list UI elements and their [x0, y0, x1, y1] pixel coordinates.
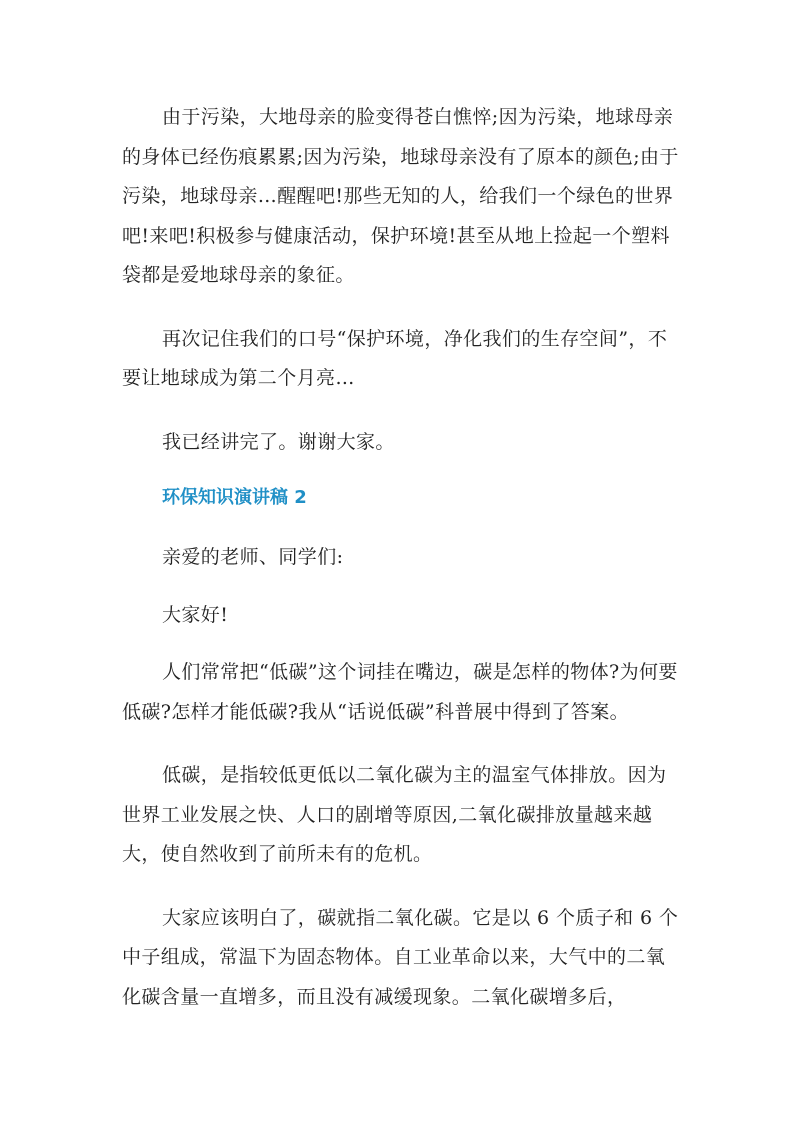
paragraph-pollution: 由于污染，大地母亲的脸变得苍白憔悴;因为污染，地球母亲的身体已经伤痕累累;因为污染，地球母亲没有了原本的颜色;由于污染，地球母亲…醒醒吧!那些无知的人，给我们一个绿色的世界吧!来吧!积极参与健康活动，保护环境!甚至从地上捡起一个塑料袋都是爱地球母亲的象征。: [122, 106, 679, 286]
paragraph-low-carbon-intro: 人们常常把“低碳”这个词挂在嘴边，碳是怎样的物体?为何要低碳?怎样才能低碳?我从“话说低碳”科普展中得到了答案。: [122, 661, 678, 723]
section-heading: 环保知识演讲稿 2: [162, 487, 307, 508]
paragraph-closing: 我已经讲完了。谢谢大家。: [162, 430, 395, 453]
paragraph-salutation: 亲爱的老师、同学们:: [162, 546, 344, 568]
paragraph-low-carbon-definition: 低碳，是指较低更低以二氧化碳为主的温室气体排放。因为世界工业发展之快、人口的剧增等原因,二氧化碳排放量越来越大，使自然收到了前所未有的危机。: [122, 764, 667, 865]
paragraph-carbon-dioxide: 大家应该明白了，碳就指二氧化碳。它是以 6 个质子和 6 个中子组成，常温下为固态物体。自工业革命以来，大气中的二氧化碳含量一直增多，而且没有减缓现象。二氧化碳增多后，: [122, 906, 679, 1008]
paragraph-greeting: 大家好!: [162, 603, 229, 626]
paragraph-slogan: 再次记住我们的口号“保护环境，净化我们的生存空间”，不要让地球成为第二个月亮…: [122, 327, 668, 389]
document-page: [122, 98, 680, 1041]
